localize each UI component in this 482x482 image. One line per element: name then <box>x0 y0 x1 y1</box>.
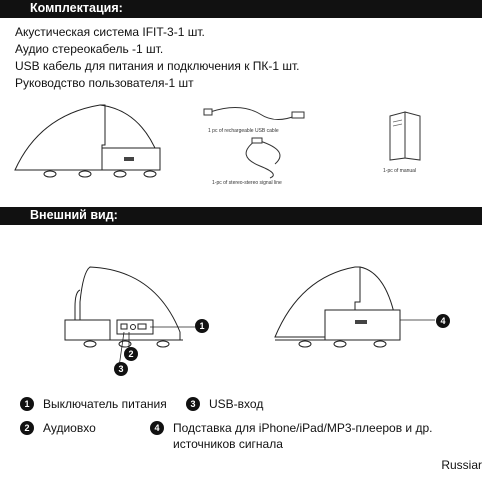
legend-usb-input: USB-вход <box>209 397 264 411</box>
legend-num-3: 3 <box>186 397 200 411</box>
marker-2: 2 <box>124 347 138 361</box>
signal-line-caption: 1-pc of stereo-stereo signal line <box>212 180 282 186</box>
marker-1: 1 <box>195 319 209 333</box>
section-header-bar <box>0 207 482 225</box>
signal-line-illustration <box>230 136 300 181</box>
legend-dock-stand-cont: источников сигнала <box>173 437 283 451</box>
manual-illustration <box>385 108 425 163</box>
legend-dock-stand: Подставка для iPhone/iPad/MP3-плееров и др. <box>173 421 433 435</box>
speaker-illustration <box>10 100 180 185</box>
contents-item: USB кабель для питания и подключения к ПК-1 шт. <box>15 59 300 73</box>
language-label: Russiar <box>441 458 482 472</box>
marker-3: 3 <box>114 362 128 376</box>
speaker-back-view <box>55 262 185 352</box>
contents-item: Аудио стереокабель -1 шт. <box>15 42 164 56</box>
usb-cable-caption: 1 pc of rechargeable USB cable <box>208 128 279 134</box>
legend-power-switch: Выключатель питания <box>43 397 167 411</box>
section-title-appearance: Внешний вид: <box>30 208 118 222</box>
manual-caption: 1-pc of manual <box>383 168 417 174</box>
legend-num-4: 4 <box>150 421 164 435</box>
legend-audio-input: Аудиовхо <box>43 421 96 435</box>
section-header-bar <box>0 0 482 18</box>
contents-item: Акустическая система IFIT-3-1 шт. <box>15 25 205 39</box>
legend-num-2: 2 <box>20 421 34 435</box>
marker-4: 4 <box>436 314 450 328</box>
contents-item: Руководство пользователя-1 шт <box>15 76 194 90</box>
section-title-contents: Комплектация: <box>30 1 123 15</box>
speaker-front-view <box>270 262 410 352</box>
legend-num-1: 1 <box>20 397 34 411</box>
